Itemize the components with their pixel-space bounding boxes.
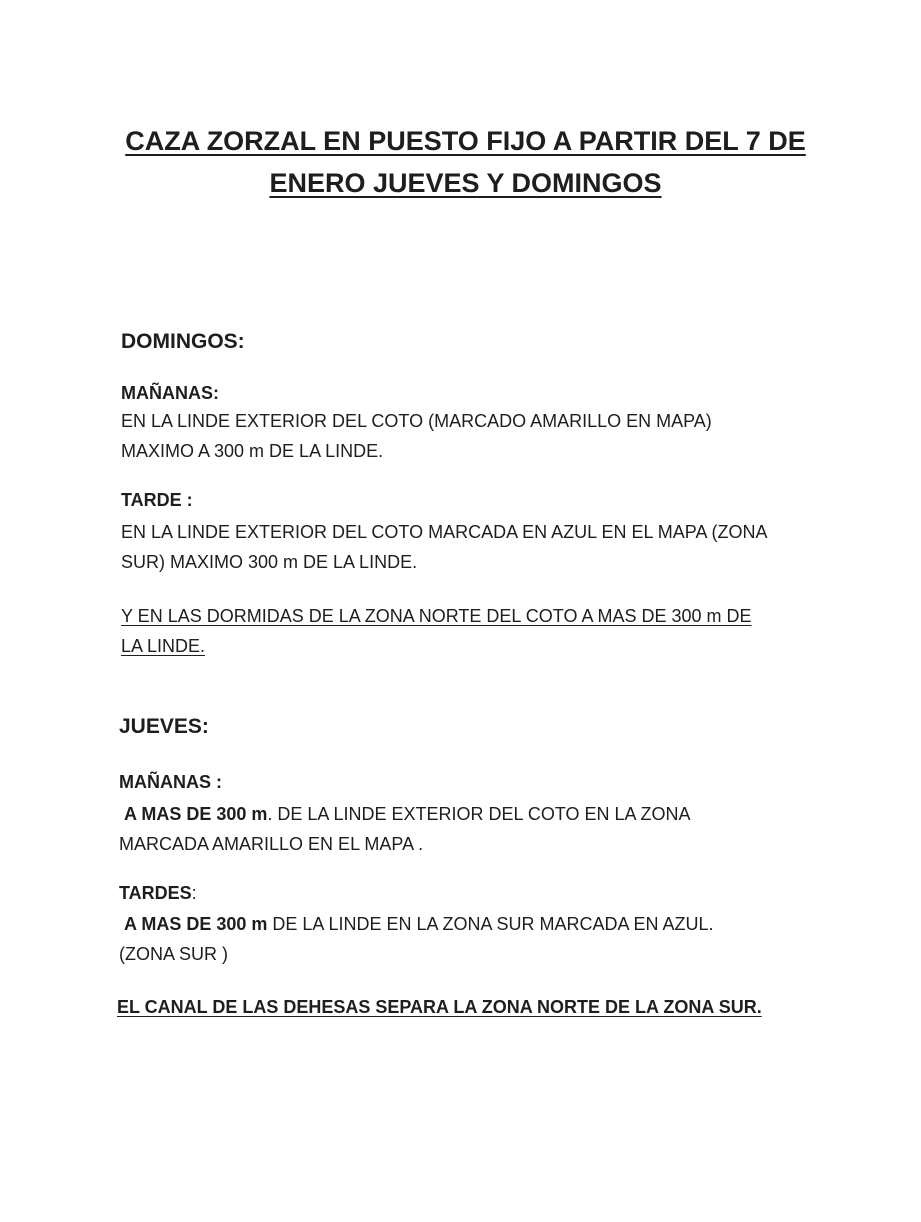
- jueves-tardes-line-1-rest: DE LA LINDE EN LA ZONA SUR MARCADA EN AZUL.: [267, 914, 714, 934]
- jueves-mananas-text: [119, 799, 691, 859]
- domingos-dormidas-text: [121, 601, 752, 661]
- jueves-heading: JUEVES:: [119, 715, 209, 738]
- jueves-tardes-label: TARDES: [119, 883, 192, 903]
- domingos-heading: DOMINGOS:: [121, 330, 245, 353]
- title-line-1: CAZA ZORZAL EN PUESTO FIJO A PARTIR DEL 7 DE: [125, 126, 806, 156]
- jueves-tardes-line-1: [119, 909, 714, 939]
- domingos-tarde-line-1: EN LA LINDE EXTERIOR DEL COTO MARCADA EN AZUL EN EL MAPA (ZONA: [121, 522, 768, 542]
- jueves-tardes-text: [119, 909, 714, 969]
- domingos-mananas-text: [121, 406, 712, 466]
- jueves-tardes-label-suffix: :: [191, 883, 197, 903]
- jueves-mananas-bold-lead: A MAS DE 300 m: [124, 804, 268, 824]
- jueves-tardes-line-2: (ZONA SUR ): [119, 944, 229, 964]
- jueves-mananas-line-1: [119, 799, 691, 829]
- jueves-tardes-bold-lead: A MAS DE 300 m: [124, 914, 268, 934]
- title-line-2: ENERO JUEVES Y DOMINGOS: [269, 168, 662, 198]
- jueves-mananas-line-1-rest: . DE LA LINDE EXTERIOR DEL COTO EN LA ZONA: [267, 804, 691, 824]
- domingos-dormidas-line-2: LA LINDE.: [121, 636, 206, 656]
- footer-note: EL CANAL DE LAS DEHESAS SEPARA LA ZONA NORTE DE LA ZONA SUR.: [117, 997, 762, 1017]
- domingos-tarde-label: TARDE :: [121, 490, 193, 510]
- domingos-tarde-line-2: SUR) MAXIMO 300 m DE LA LINDE.: [121, 552, 418, 572]
- domingos-mananas-label: MAÑANAS:: [121, 383, 219, 403]
- jueves-mananas-label: MAÑANAS :: [119, 772, 222, 792]
- domingos-mananas-line-1: EN LA LINDE EXTERIOR DEL COTO (MARCADO AMARILLO EN MAPA): [121, 411, 712, 431]
- jueves-tardes-label-wrap: [119, 883, 197, 904]
- domingos-mananas-line-2: MAXIMO A 300 m DE LA LINDE.: [121, 441, 384, 461]
- document-title: [100, 120, 831, 204]
- jueves-mananas-line-2: MARCADA AMARILLO EN EL MAPA .: [119, 834, 424, 854]
- domingos-tarde-text: [121, 517, 768, 577]
- domingos-dormidas-line-1: Y EN LAS DORMIDAS DE LA ZONA NORTE DEL COTO A MAS DE 300 m DE: [121, 606, 752, 626]
